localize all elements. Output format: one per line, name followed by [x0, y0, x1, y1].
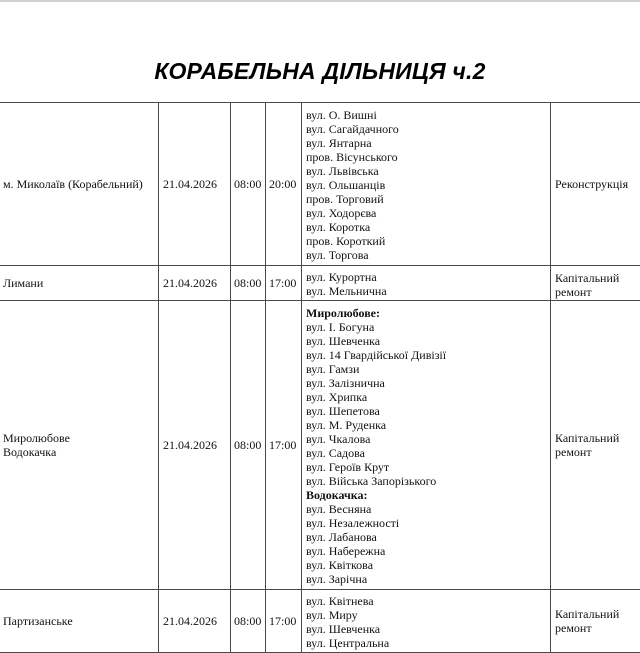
table-row	[0, 266, 640, 301]
street-item: вул. Коротка	[306, 220, 371, 234]
streets-cell	[302, 301, 551, 590]
date-cell: 21.04.2026	[159, 301, 231, 590]
street-item: вул. Ходорєва	[306, 206, 377, 220]
street-item: вул. Курортна	[306, 270, 377, 284]
street-item: вул. Залізнична	[306, 376, 385, 390]
street-item: вул. Лабанова	[306, 530, 377, 544]
street-item: вул. Мельнична	[306, 284, 387, 298]
work-type-cell: Реконструкція	[551, 103, 640, 266]
street-item: пров. Вісунського	[306, 150, 398, 164]
street-item: вул. О. Вишні	[306, 108, 377, 122]
street-item: вул. Центральна	[306, 636, 390, 650]
outage-schedule-table	[0, 102, 640, 653]
start-time-cell: 08:00	[231, 266, 266, 301]
date-cell: 21.04.2026	[159, 266, 231, 301]
street-item: вул. І. Богуна	[306, 320, 375, 334]
street-item: вул. Набережна	[306, 544, 386, 558]
street-item: вул. Гамзи	[306, 362, 360, 376]
location-cell: Лимани	[0, 266, 159, 301]
table-row	[0, 590, 640, 653]
street-item: вул. Сагайдачного	[306, 122, 399, 136]
street-item: пров. Короткий	[306, 234, 386, 248]
location-cell: м. Миколаїв (Корабельний)	[0, 103, 159, 266]
work-type-cell: Капітальний ремонт	[551, 301, 640, 590]
location-line: Миролюбове	[3, 431, 70, 445]
street-item: вул. Ольшанців	[306, 178, 386, 192]
street-item: вул. Квіткова	[306, 558, 374, 572]
table-row	[0, 103, 640, 266]
location-cell: Партизанське	[0, 590, 159, 653]
street-item: вул. Миру	[306, 608, 358, 622]
street-list	[306, 270, 546, 298]
end-time-cell: 20:00	[266, 103, 302, 266]
street-item: вул. 14 Гвардійської Дивізії	[306, 348, 447, 362]
street-item: вул. Львівська	[306, 164, 379, 178]
location-cell	[0, 301, 159, 590]
street-item: вул. Шевченка	[306, 334, 381, 348]
table-row	[0, 301, 640, 590]
top-border-line	[0, 0, 640, 2]
streets-cell	[302, 590, 551, 653]
streets-cell	[302, 266, 551, 301]
street-item: пров. Торговий	[306, 192, 384, 206]
end-time-cell: 17:00	[266, 301, 302, 590]
street-group-header: Водокачка:	[306, 488, 368, 502]
start-time-cell: 08:00	[231, 590, 266, 653]
location-line: Водокачка	[3, 445, 57, 459]
street-item: вул. Торгова	[306, 248, 369, 262]
street-item: вул. Чкалова	[306, 432, 371, 446]
start-time-cell: 08:00	[231, 301, 266, 590]
work-type-cell: Капітальний ремонт	[551, 590, 640, 653]
end-time-cell: 17:00	[266, 266, 302, 301]
street-item: вул. Садова	[306, 446, 365, 460]
street-list	[306, 306, 546, 586]
end-time-cell: 17:00	[266, 590, 302, 653]
street-item: вул. М. Руденка	[306, 418, 387, 432]
street-group-header: Миролюбове:	[306, 306, 381, 320]
street-list	[306, 594, 546, 650]
start-time-cell: 08:00	[231, 103, 266, 266]
street-item: вул. Незалежності	[306, 516, 400, 530]
date-cell: 21.04.2026	[159, 590, 231, 653]
street-item: вул. Війська Запорізького	[306, 474, 437, 488]
street-item: вул. Квітнева	[306, 594, 374, 608]
street-item: вул. Героїв Крут	[306, 460, 390, 474]
street-item: вул. Хрипка	[306, 390, 368, 404]
street-item: вул. Шевченка	[306, 622, 381, 636]
street-list	[306, 108, 546, 262]
street-item: вул. Шепетова	[306, 404, 380, 418]
street-item: вул. Янтарна	[306, 136, 372, 150]
page-title: КОРАБЕЛЬНА ДІЛЬНИЦЯ ч.2	[154, 58, 486, 84]
work-type-cell: Капітальний ремонт	[551, 266, 640, 301]
date-cell: 21.04.2026	[159, 103, 231, 266]
street-item: вул. Весняна	[306, 502, 372, 516]
streets-cell	[302, 103, 551, 266]
street-item: вул. Зарічна	[306, 572, 368, 586]
